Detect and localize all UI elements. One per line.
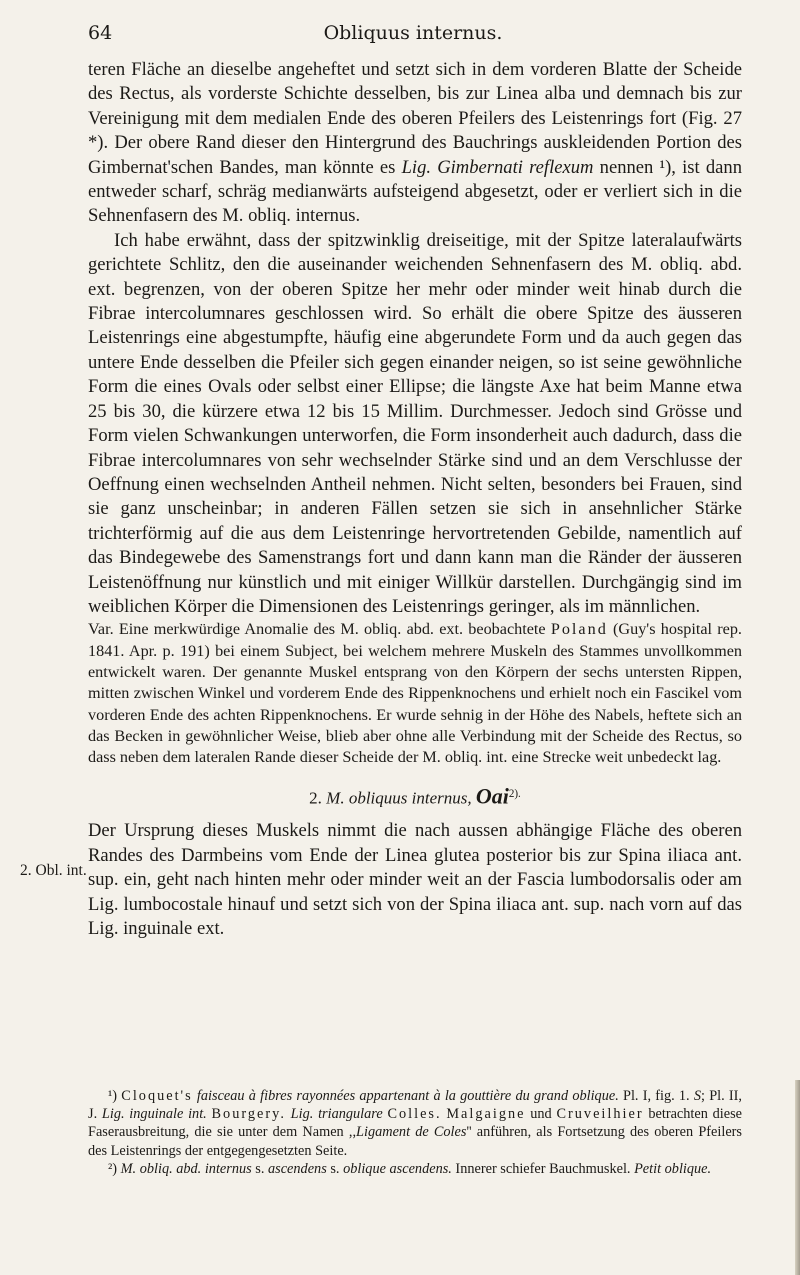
running-title: Obliquus internus. [323, 22, 503, 44]
section-heading: 2. M. obliquus internus, Oai$^{2).}$ [309, 784, 521, 810]
paragraph-3: Der Ursprung dieses Muskels nimmt die nach aussen abhängige Fläche des oberen Randes des Darmbeins vom Ende der Linea glutea posterior bis zur Spina iliaca ant. sup. ein, geht nach hinten mehr oder minder weit an der Fascia lumbodorsalis oder am Lig. lumbocostale hinauf und setzt sich von der Spina iliaca ant. sup. nach vorn auf das Lig. inguinale ext. [88, 820, 742, 940]
page-edge-shadow [795, 1080, 800, 1275]
paragraph-2: Ich habe erwähnt, dass der spitzwinklig dreiseitige, mit der Spitze lateralaufwärts gerichtete Schlitz, den die auseinander weichenden Sehnenfasern des M. obliq. abd. ext. begrenzen, von der oberen Spitze her mehr oder minder weit hinab durch die Fibrae intercolumnares geschlossen wird. So erhält die obere Spitze des äusseren Leistenrings eine abgestumpfte, häufig eine abgerundete Form und da auch gegen das untere Ende desselben die Pfeiler sich gegen einander neigen, so ist seine gewöhnliche Form die eines Ovals oder selbst einer Ellipse; die längste Axe hat beim Manne etwa 25 bis 30, die kürzere etwa 12 bis 15 Millim. Durchmesser. Jedoch sind Grösse und Form vielen Schwankungen unterworfen, die Form insonderheit auch dadurch, dass die Fibrae intercolumnares von sehr wechselnder Stärke sind und an dem Verschlusse der Oeffnung einen wechselnden Antheil nehmen. Nicht selten, besonders bei Frauen, sind sie ganz unscheinbar; in anderen Fällen setzen sie sich in ansehnlicher Stärke trichterförmig auf die aus dem Leistenringe hervortretenden Gebilde, namentlich auf das Bindegewebe des Samenstrangs fort und dann kann man die Ränder der äusseren Leistenöffnung nur künstlich und mit einiger Willkür darstellen. Durchgängig sind im weiblichen Körper die Dimensionen des Leistenrings geringer, als im männlichen. [88, 229, 742, 617]
var-label: Var. [88, 620, 114, 639]
main-text [88, 58, 742, 942]
page-number: 64 [88, 22, 113, 44]
paragraph-1: teren Fläche an dieselbe angeheftet und setzt sich in dem vorderen Blatte der Scheide des Rectus, als vorderste Schichte desselben, bis zur Linea alba und demnach bis zur Vereinigung mit dem medialen Ende des oberen Pfeilers des Leistenrings fort (Fig. 27 *). Der obere Rand dieser den Hintergrund des Bauchrings auskleidenden Portion des Gimbernat'schen Bandes, man könnte es Lig. Gimbernati reflexum nennen ¹), ist dann entweder scharf, schräg medianwärts aufsteigend abgesetzt, oder er verliert sich in die Sehnenfasern des M. obliq. internus. [88, 59, 742, 227]
footnotes [88, 1087, 742, 1178]
footnote-2: ²) M. obliq. abd. internus s. ascendens s. oblique ascendens. Innerer schiefer Bauchmuskel. Petit oblique. [108, 1160, 712, 1177]
section-symbol: Oai [475, 784, 509, 810]
author-name: Poland [550, 620, 608, 639]
italic-term: Lig. Gimbernati reflexum [401, 156, 594, 178]
footnote-1: ¹) Cloquet's faisceau à fibres rayonnées appartenant à la gouttière du grand oblique. Pl. I, fig. 1. S; Pl. II, J. Lig. inguinale int. Bourgery. Lig. triangulare Colles. Malgaigne und Cruveilhier betrachten diese Faserausbreitung, die sie unter dem Namen ,,Ligament de Coles'' anführen, als Fortsetzung des oberen Pfeilers des Leistenrings der entgegengesetzten Seite. [88, 1088, 743, 1159]
page-header [88, 22, 738, 50]
variant-paragraph: Var. Eine merkwürdige Anomalie des M. obliq. abd. ext. beobachtete Poland (Guy's hospital rep. 1841. Apr. p. 191) bei einem Subject, bei welchem mehrere Muskeln des Stammes unvollkommen entwickelt waren. Der genannte Muskel entsprang von den Körpern der sechs untersten Rippen, mitten zwischen Winkel und vorderem Ende des Rippenknochens und erhielt noch ein Fascikel vom vorderen Ende des achten Rippenknochens. Er wurde sehnig in der Höhe des Nabels, heftete sich an das Becken in gewöhnlicher Weise, blieb aber ohne alle Verbindung mit der Scheide des Rectus, so dass neben dem lateralen Rande dieser Scheide der M. obliq. int. eine Strecke weit unbedeckt lag. [88, 620, 742, 767]
margin-note: 2. Obl. int. [20, 862, 87, 879]
